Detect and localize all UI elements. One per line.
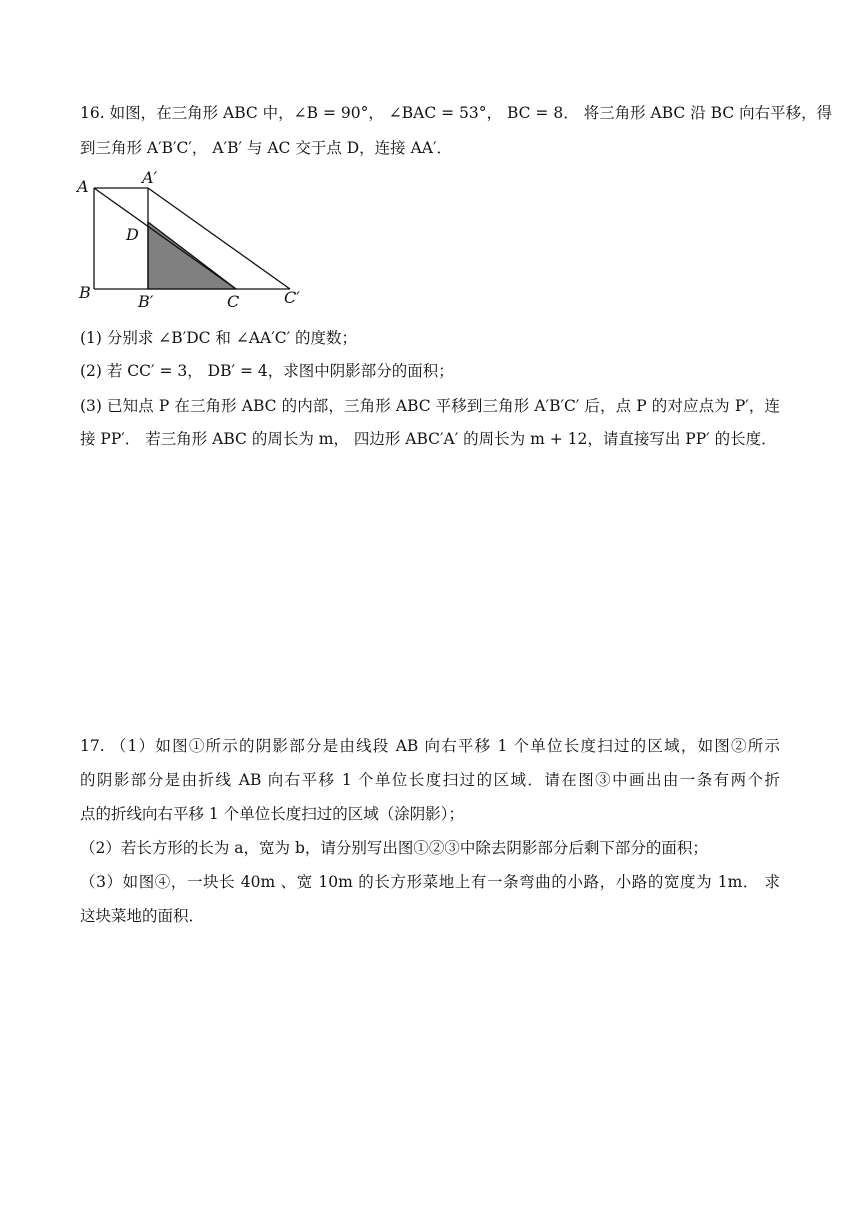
q17-line5: （3）如图④，一块长 40m 、宽 10m 的长方形菜地上有一条弯曲的小路，小路的宽度为 1m． 求: [80, 873, 780, 891]
q16-stem-line2: 到三角形 A′B′C′， A′B′ 与 AC 交于点 D，连接 AA′．: [80, 139, 453, 157]
label-A: A: [77, 177, 89, 196]
q16-part1: (1) 分别求 ∠B′DC 和 ∠AA′C′ 的度数；: [80, 329, 358, 347]
q16-part3-line1: (3) 已知点 P 在三角形 ABC 的内部，三角形 ABC 平移到三角形 A′B′C′ 后，点 P 的对应点为 P′，连: [80, 397, 780, 415]
q17-line1: 17. （1）如图①所示的阴影部分是由线段 AB 向右平移 1 个单位长度扫过的区域，如图②所示: [80, 737, 780, 755]
label-D: D: [126, 225, 139, 244]
label-B-prime: B′: [138, 292, 154, 311]
q17-line6: 这块菜地的面积．: [80, 907, 205, 925]
q17-line2: 的阴影部分是由折线 AB 向右平移 1 个单位长度扫过的区域．请在图③中画出由一条有两个折: [80, 771, 780, 789]
label-C: C: [227, 292, 240, 311]
q16-part2: (2) 若 CC′ = 3， DB′ = 4，求图中阴影部分的面积；: [80, 362, 454, 380]
q17-line4: （2）若长方形的长为 a，宽为 b，请分别写出图①②③中除去阴影部分后剩下部分的面积；: [80, 839, 708, 857]
label-C-prime: C′: [284, 288, 300, 307]
q17-line3: 点的折线向右平移 1 个单位长度扫过的区域（涂阴影）；: [80, 805, 464, 823]
q16-stem-line1: 16. 如图，在三角形 ABC 中，∠B = 90°， ∠BAC = 53°， BC = 8． 将三角形 ABC 沿 BC 向右平移，得: [80, 104, 833, 122]
label-A-prime: A′: [142, 168, 158, 187]
triangle-translation-figure: [76, 166, 316, 311]
q16-part3-line2: 接 PP′． 若三角形 ABC 的周长为 m， 四边形 ABC′A′ 的周长为 m + 12，请直接写出 PP′ 的长度．: [80, 430, 777, 448]
label-B: B: [79, 283, 91, 302]
